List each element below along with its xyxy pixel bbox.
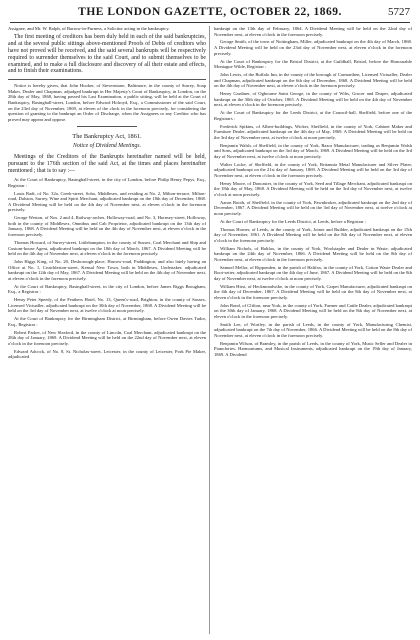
court-heading: At the Court of Bankruptcy, Basinghall-street, in the city of London, before Philip Henry Pepys, Esq., Registrar : — [8, 177, 206, 188]
page-header — [10, 6, 410, 23]
court-heading: At the Court of Bankruptcy for the Leeds District, at the Council-hall, Sheffield, before one of the Registrars : — [214, 110, 412, 121]
dividend-entry: Robert Parker, of New Sleaford, in the county of Lincoln, Coal Merchant, adjudicated bankrupt on the 28th day of January, 1869. A Dividend Meeting will be held on the 22nd day of November next, at eleven o'clock in the forenoon precisely. — [8, 329, 206, 346]
paragraph: The first meeting of creditors has been duly held in each of the said bankruptcies, and at the several public sittings above-mentioned Proofs of Debts of creditors who have not proved will be received, and the said several bankrupts will be respectively required to surrender themselves to the said Court, and to submit themselves to be examined, and to make a full disclosure and discovery of all their estate and effects, and to finish their examinations. — [8, 33, 206, 75]
dividend-entry: Smith Lee, of Wortley, in the parish of Leeds, in the county of York, Manufacturing Chemist, adjudicated bankrupt on the 7th day of November, 1866. A Dividend Meeting will be held on the 8th day of November next, at eleven o'clock in the forenoon precisely. — [214, 321, 412, 338]
dividend-entry: Louis Radt, of No. 32a, Creek-street, Soho, Middlesex, and residing at No. 2, Milton-terrace, Milton-road, Dalston, Surrey, Wine and Spirit Merchant, adjudicated bankrupt on the 18th day of December, 1868. A Dividend Meeting will be held on the 4th day of November next, at eleven o'clock in the forenoon precisely. — [8, 190, 206, 213]
dividend-entry: John Bond, of Clifton, near York, in the county of York, Farmer and Cattle Dealer, adjudicated bankrupt on the 30th day of January, 1868. A Dividend Meeting will be held on the 8th day of November next, at eleven o'clock in the forenoon precisely. — [214, 302, 412, 319]
discharge-notice: Notice is hereby given, that John Hooker, of Stevenstone, Baltimore, in the county of Surrey, Soap Maker, Dealer and Chapman, adjudged bankrupt in Her Majesty's Court of Bankruptcy, in London, on the 28th day of May, 1868, having passed his Last Examination, a public sitting, will be held at the Court of Bankruptcy, Basinghall-street, London, before Edward Holroyd, Esq., a Commissioner of the said Court, on the 23rd day of November, 1869, at eleven of the clock in the forenoon precisely, for considering the question of granting to the bankrupt an Order of Discharge, when the Assignees or any Creditor who has proved may appear and oppose. — [8, 79, 206, 122]
dividend-entry: John Lewis, of the Buffalo Inn, in the county of the borough of Carmarthen, Licensed Victualler, Dealer and Chapman, adjudicated bankrupt on the 6th day of December, 1868. A Dividend Meeting will be held on the 4th day of November next, at eleven o'clock in the forenoon precisely. — [214, 72, 412, 89]
dividend-entry: Walter Locke, of Sheffield, in the county of York, Britannia Metal Manufacturer and Silver Plater, adjudicated bankrupt on the 21st day of January, 1869. A Dividend Meeting will be held on the 3rd day of November next, at eleven o'clock in the forenoon precisely. — [214, 161, 412, 178]
dividend-entry: Henry Moore, of Doncaster, in the county of York, Seed and Tillage Merchant, adjudicated bankrupt on the 18th day of May, 1868. A Dividend Meeting will be held on the 3rd day of November next, at twelve o'clock at noon precisely. — [214, 180, 412, 197]
column-divider — [209, 26, 210, 634]
dividend-entry: Frederick Spikins, of Albert-buildings, Wicker, Sheffield, in the county of York, Cabinet Maker and Furniture Dealer, adjudicated bankrupt on the 4th day of May, 1869. A Dividend Meeting will be held on the 3rd day of November next, at twelve o'clock at noon precisely. — [214, 123, 412, 140]
dividend-entry: Thomas Horner, of Leeds, in the county of York, Joiner and Builder, adjudicated bankrupt on the 15th day of November, 1861. A Dividend Meeting will be held on the 8th day of November next, at eleven o'clock in the forenoon precisely. — [214, 226, 412, 243]
dividend-entry: Aaron Booth, of Sheffield, in the county of York, Pawnbroker, adjudicated bankrupt on the 2nd day of December, 1867. A Dividend Meeting will be held on the 3rd day of November next, at twelve o'clock at noon precisely. — [214, 199, 412, 216]
court-heading: At the Court of Bankruptcy for the Bristol District, at the Guildhall, Bristol, before the Honourable Montague Wilde, Registrar : — [214, 58, 412, 70]
court-heading: At the Court of Bankruptcy for the Birmingham District, at Birmingham, before Owen Davies Tudor, Esq., Registrar : — [8, 316, 206, 327]
dividend-entry: Henry Peter Speedy, of the Feathers Hotel, No. 13, Queen's-road, Brighton, in the county of Sussex, Licensed Victualler, adjudicated bankrupt on the 30th day of November, 1868. A Dividend Meeting will be held on the 3rd day of November next, at twelve o'clock at noon precisely. — [8, 297, 206, 314]
dividend-entry: William Hirst, of Heckmondwike, in the county of York, Carpet Manufacturer, adjudicated bankrupt on the 4th day of December, 1867. A Dividend Meeting will be held on the 8th day of November next, at eleven o'clock in the forenoon precisely. — [214, 283, 412, 300]
dividend-entry: George Weston, of Nos. 2 and 4, Railway-arches, Holloway-road, and No. 3, Hornsey-street, Holloway, both in the county of Middlesex, Omnibus and Cab Proprietor, adjudicated bankrupt on the 13th day of January, 1868. A Dividend Meeting will be held on the 4th day of November next, at eleven o'clock in the forenoon precisely. — [8, 215, 206, 238]
paragraph: Assignee, and Mr. W. Ralph, of Barrow-in-Furness, a Solicitor acting in the bankruptcy. — [8, 26, 170, 31]
section-divider — [77, 126, 136, 127]
court-heading: At the Court of Bankruptcy for the Leeds District, at Leeds, before a Registrar : — [220, 218, 367, 224]
page-title: THE LONDON GAZETTE, OCTOBER 22, 1869. — [78, 6, 342, 18]
meetings-intro: Meetings of the Creditors of the Bankrupts hereinafter named will be held, pursuant to the 176th section of the said Act, at the times and places hereinafter mentioned ; that is to say :— — [8, 154, 206, 175]
left-column — [8, 26, 206, 362]
notices-heading: Notice of Dividend Meetings. — [73, 143, 141, 150]
dividend-entry: Samuel Mellor, of Ripponden, in the parish of Halifax, in the county of York, Cotton Waste Dealer and Boot-setter, adjudicated bankrupt on the 4th day of June, 1867. A Dividend Meeting will be held on the 8th day of November next, at twelve o'clock at noon precisely. — [214, 264, 412, 281]
dividend-entry: Henry Gardiner, of Ogbourne Saint George, in the county of Wilts, Grocer and Draper, adjudicated bankrupt on the 30th day of October, 1865. A Dividend Meeting will be held on the 4th day of November next, at eleven o'clock in the forenoon precisely. — [214, 91, 412, 108]
dividend-entry: Edward Adcock, of No. 8, St. Nicholas-street, Leicester, in the county of Leicester, Pork Pie Maker, adjudicated — [8, 348, 206, 360]
dividend-entry: Benjamin Wilson, of Bramley, in the parish of Leeds, in the county of York, Music Seller and Dealer in Pianofortes, Harmoniums, and Musical Instruments, adjudicated bankrupt on the 19th day of January, 1869. A Dividend — [214, 340, 412, 357]
dividend-entry: bankrupt on the 13th day of February, 1864. A Dividend Meeting will be held on the 22nd day of November next, at eleven o'clock in the forenoon precisely. — [214, 26, 412, 37]
act-heading: The Bankruptcy Act, 1861. — [72, 133, 142, 141]
dividend-entry: William Nichols, of Halifax, in the county of York, Woolstapler and Dealer in Waste, adjudicated bankrupt on the 24th day of November, 1866. A Dividend Meeting will be held on the 8th day of November next, at eleven o'clock in the forenoon precisely. — [214, 245, 412, 262]
dividend-entry: John Higgs King, of No. 20, Desborough-place, Harrow-road, Paddington, and also lately having an Office at No. 1, Crutchleston-street, Kensal New Town, both in Middlesex, Undertaker, adjudicated bankrupt on the 12th day of May, 1867. A Dividend Meeting will be held on the 4th day of November next, at eleven o'clock in the forenoon precisely. — [8, 258, 206, 281]
dividend-entry: George Smith, of the town of Nottingham, Miller, adjudicated bankrupt on the 4th day of March, 1868. A Dividend Meeting will be held on the 23rd day of November next, at eleven o'clock in the forenoon precisely. — [214, 39, 412, 56]
dividend-entry: Benjamin Walsh, of Sheffield, in the county of York, Razor Manufacturer, trading as Benjamin Walsh and Sons, adjudicated bankrupt on the 3rd day of March, 1869. A Dividend Meeting will be held on the 3rd day of November next, at twelve o'clock at noon precisely. — [214, 142, 412, 159]
page-number: 5727 — [388, 6, 410, 18]
dividend-entry: Thomas Howard, of Surrey-street, Littlehampton, in the county of Sussex, Coal Merchant and Ship and Custom-house Agent, adjudicated bankrupt on the 18th day of March, 1867. A Dividend Meeting will be held on the 4th day of November next, at eleven o'clock in the forenoon precisely. — [8, 239, 206, 257]
right-column — [214, 26, 412, 360]
court-heading: At the Court of Bankruptcy, Basinghall-street, in the city of London, before James Riggs Brougham, Esq., a Registrar : — [8, 283, 206, 295]
